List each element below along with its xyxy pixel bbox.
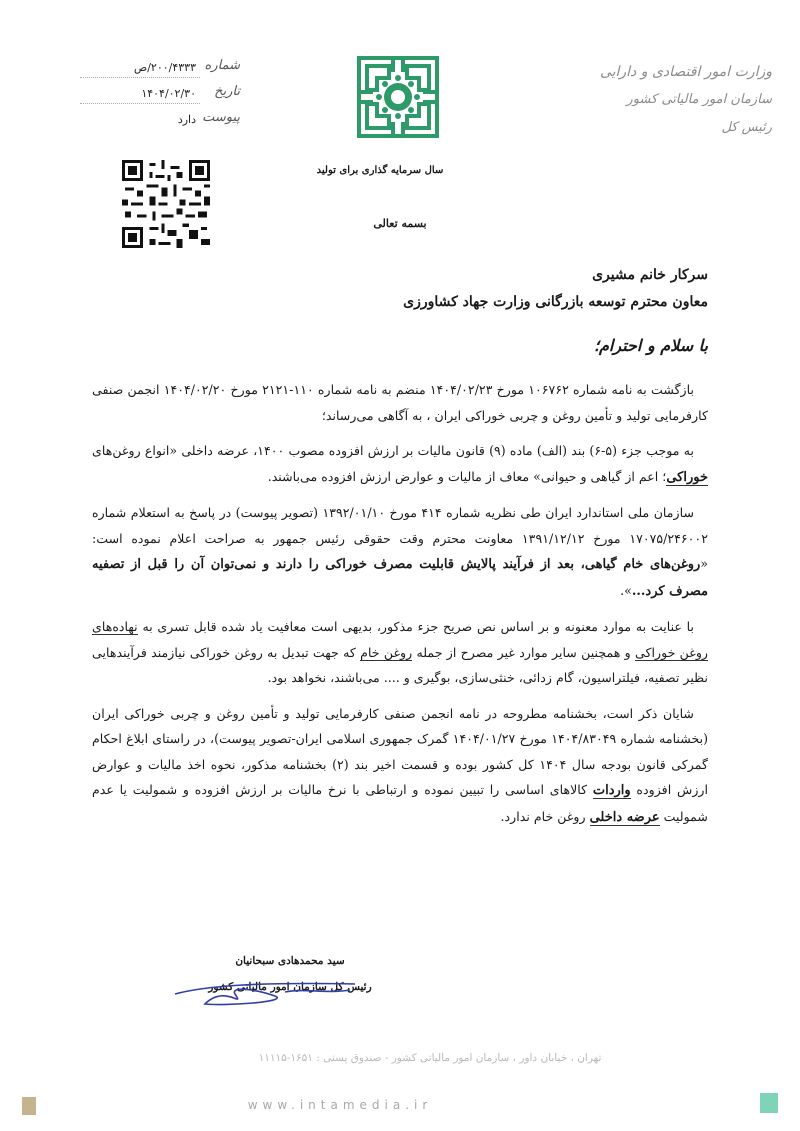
letter-date-row bbox=[80, 84, 240, 106]
recipient-name: سرکار خانم مشیری bbox=[592, 267, 708, 283]
tax-organization-emblem-icon bbox=[353, 52, 443, 142]
letter-attachment-label: پیوست bbox=[202, 110, 240, 125]
footer-accent-right bbox=[760, 1093, 778, 1113]
ministry-line-2: سازمان امور مالیاتی کشور bbox=[626, 92, 772, 107]
footer-address: تهران ، خیابان داور ، سازمان امور مالیاتی کشور - صندوق پستی : ۱۶۵۱-۱۱۱۱۵ bbox=[258, 1052, 602, 1064]
ministry-line-1: وزارت امور اقتصادی و دارایی bbox=[599, 64, 772, 80]
paragraph-1: بازگشت به نامه شماره ۱۰۶۷۶۲ مورخ ۱۴۰۴/۰۲/۲۳ منضم به نامه شماره ۱۱۰-۲۱۲۱ مورخ ۱۴۰۴/۰۲/۲۰ انجمن صنفی کارفرمایی تولید و تأمین روغن و چربی خوراکی ایران ، به آگاهی می‌رساند؛ bbox=[92, 382, 708, 423]
ministry-header bbox=[582, 58, 772, 142]
paragraph-4-inputs: نهاده‌های روغن خوراکی bbox=[92, 619, 709, 660]
recipient-title: معاون محترم توسعه بازرگانی وزارت جهاد کشاورزی bbox=[403, 294, 708, 310]
footer-website: www.intamedia.ir bbox=[247, 1098, 433, 1112]
paragraph-2-highlight: خوراکی bbox=[666, 469, 708, 485]
paragraph-3-c: ». bbox=[620, 582, 632, 598]
paragraph-5-imports: واردات bbox=[592, 783, 631, 798]
paragraph-4 bbox=[92, 614, 708, 691]
ministry-line-3: رئیس کل bbox=[721, 120, 772, 135]
bismillah-heading: بسمه تعالی bbox=[373, 217, 427, 230]
letter-number-value: ۲۰۰/۴۳۳۳/ص bbox=[133, 61, 196, 74]
paragraph-4-crude-oil: روغن خام bbox=[360, 644, 413, 660]
paragraph-5 bbox=[92, 701, 708, 831]
letter-number-row bbox=[80, 58, 240, 80]
letter-attachment-value: دارد bbox=[177, 113, 196, 126]
paragraph-5-e: روغن خام ندارد. bbox=[500, 808, 590, 824]
letter-attachment-row bbox=[80, 110, 240, 132]
paragraph-2-c: ؛ اعم از گیاهی و حیوانی» معاف از مالیات و عوارض ارزش افزوده می‌باشند. bbox=[267, 468, 667, 484]
letter-date-label: تاریخ bbox=[214, 84, 240, 99]
letter-number-label: شماره bbox=[204, 58, 240, 73]
footer-accent-left bbox=[22, 1097, 36, 1115]
signatory-name: سید محمدهادی سبحانیان bbox=[235, 955, 345, 967]
handwritten-signature-icon bbox=[165, 964, 365, 1014]
paragraph-3 bbox=[92, 500, 708, 604]
paragraph-4-c: و همچنین سایر موارد غیر مصرح از جمله bbox=[412, 644, 636, 660]
letter-body bbox=[92, 377, 708, 840]
qr-code-icon bbox=[122, 160, 210, 248]
paragraph-4-e: که جهت تبدیل به روغن خوراکی نیازمند فرآیندهایی نظیر تصفیه، فیلتراسیون، گام زدائی، خنثی‌سازی، بوگیری و .... می‌باشند، نخواهد بود. bbox=[92, 644, 708, 685]
paragraph-5-domestic-supply: عرضه داخلی bbox=[589, 809, 660, 825]
letter-meta bbox=[80, 58, 240, 136]
paragraph-2-a: به موجب جزء (۵-۶) بند (الف) ماده (۹) قانون مالیات بر ارزش افزوده مصوب ۱۴۰۰، عرضه داخلی «انواع روغن‌های bbox=[92, 443, 694, 458]
recipient-block bbox=[403, 262, 708, 316]
letter-date-value: ۱۴۰۴/۰۲/۳۰ bbox=[141, 87, 196, 100]
greeting: با سلام و احترام؛ bbox=[593, 336, 708, 355]
year-slogan: سال سرمایه گذاری برای تولید bbox=[316, 165, 444, 176]
paragraph-4-a: با عنایت به موارد معنونه و بر اساس نص صریح جزء مذکور، بدیهی است معافیت یاد شده قابل تسری به bbox=[142, 619, 694, 634]
paragraph-3-a: سازمان ملی استاندارد ایران طی نظریه شماره ۴۱۴ مورخ ۱۳۹۲/۰۱/۱۰ (تصویر پیوست) در پاسخ به استعلام شماره ۱۷۰۷۵/۲۴۶۰۰۲ مورخ ۱۳۹۱/۱۲/۱۲ معاونت محترم وقت حقوقی رئیس جمهور به صراحت اعلام نموده است: « bbox=[92, 505, 708, 571]
paragraph-5-c: کالاهای اساسی را تبیین نموده و ارتباطی با نرخ مالیات بر ارزش افزوده و شمولیت یا عدم شمولیت bbox=[92, 782, 708, 824]
signatory-title: رئیس کل سازمان امور مالیاتی کشور bbox=[208, 981, 372, 993]
paragraph-3-quote: روغن‌های خام گیاهی، بعد از فرآیند پالایش قابلیت مصرف خوراکی را دارند و نمی‌توان آن را قبل از تصفیه مصرف کرد... bbox=[92, 557, 708, 599]
paragraph-5-a: شایان ذکر است، بخشنامه مطروحه در نامه انجمن صنفی کارفرمایی تولید و تأمین روغن و چربی خوراکی ایران (بخشنامه شماره ۱۴۰۴/۸۳۰۴۹ مورخ ۱۴۰۴/۰۱/۲۷ گمرک جمهوری اسلامی ایران-تصویر پیوست)، در راستای ابلاغ احکام گمرکی قانون بودجه سال ۱۴۰۴ کل کشور بوده و قسمت اخیر بند (۲) بخشنامه مذکور، نحوه اخذ مالیات و عوارض ارزش افزوده bbox=[92, 705, 708, 797]
paragraph-2 bbox=[92, 438, 708, 490]
